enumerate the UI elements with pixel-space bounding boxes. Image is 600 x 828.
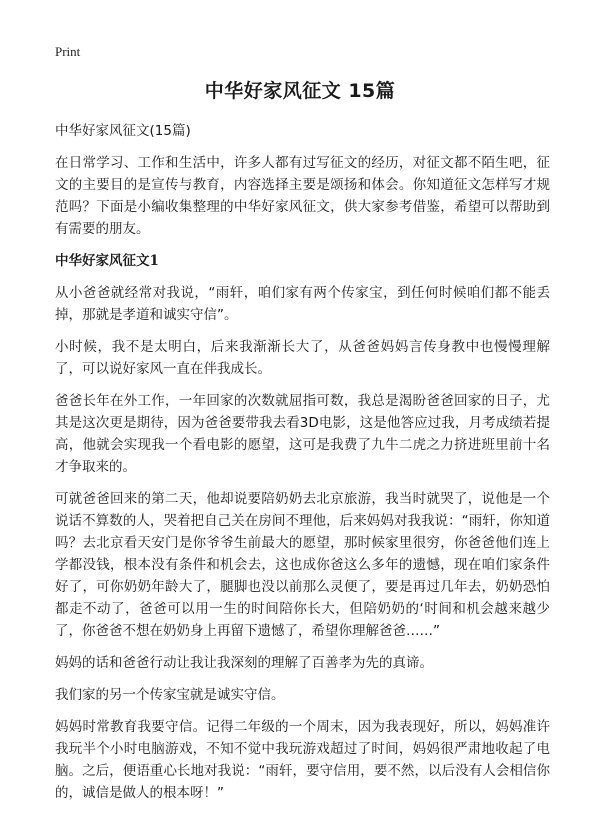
body-paragraph: 爸爸长年在外工作，一年回家的次数就屈指可数，我总是渴盼爸爸回家的日子，尤其是这次更是期待，因为爸爸要带我去看3D电影，这是他答应过我，月考成绩若提高，他就会实现我一个看电影的愿望，这可是我费了九牛二虎之力挤进班里前十名才争取来的。 bbox=[55, 393, 550, 475]
body-paragraph: 小时候，我不是太明白，后来我渐渐长大了，从爸爸妈妈言传身教中也慢慢理解了，可以说好家风一直在伴我成长。 bbox=[55, 339, 550, 377]
body-paragraph: 妈妈的话和爸爸行动让我让我深刻的理解了百善孝为先的真谛。 bbox=[55, 655, 433, 671]
page-title: 中华好家风征文 15篇 bbox=[204, 80, 396, 102]
intro-paragraph: 在日常学习、工作和生活中，许多人都有过写征文的经历，对征文都不陌生吧，征文的主要目的是宣传与教育，内容选择主要是颂扬和体会。你知道征文怎样写才规范吗？下面是小编收集整理的中华好家风征文，供大家参考借鉴，希望可以帮助到有需要的朋友。 bbox=[55, 155, 550, 237]
body-paragraph: 我们家的另一个传家宝就是诚实守信。 bbox=[55, 687, 285, 703]
article-body bbox=[55, 120, 550, 814]
body-paragraph: 可就爸爸回来的第二天，他却说要陪奶奶去北京旅游，我当时就哭了，说他是一个说话不算数的人，哭着把自己关在房间不理他，后来妈妈对我我说：“雨轩，你知道吗？去北京看天安门是你爷爷生前最大的愿望，那时候家里很穷，你爸爸他们连上学都没钱，根本没有条件和机会去，这也成你爸这么多年的遗憾，现在咱们家条件好了，可你奶奶年龄大了，腿脚也没以前那么灵便了，要是再过几年去，奶奶恐怕都走不动了，爸爸可以用一生的时间陪你长大，但陪奶奶的‘时间和机会越来越少了，你爸爸不想在奶奶身上再留下遗憾了，希望你理解爸爸……” bbox=[55, 491, 550, 639]
document-subtitle: 中华好家风征文(15篇) bbox=[55, 123, 191, 139]
section-heading: 中华好家风征文1 bbox=[55, 253, 159, 269]
print-link[interactable]: Print bbox=[55, 44, 81, 59]
body-paragraph: 从小爸爸就经常对我说，“雨轩，咱们家有两个传家宝，到任何时候咱们都不能丢掉，那就是孝道和诚实守信”。 bbox=[55, 285, 550, 323]
body-paragraph: 妈妈时常教育我要守信。记得二年级的一个周末，因为我表现好，所以，妈妈准许我玩半个小时电脑游戏，不知不觉中我玩游戏超过了时间，妈妈很严肃地收起了电脑。之后，便语重心长地对我说：“雨轩，要守信用，要不然，以后没有人会相信你的，诚信是做人的根本呀！” bbox=[55, 719, 550, 801]
